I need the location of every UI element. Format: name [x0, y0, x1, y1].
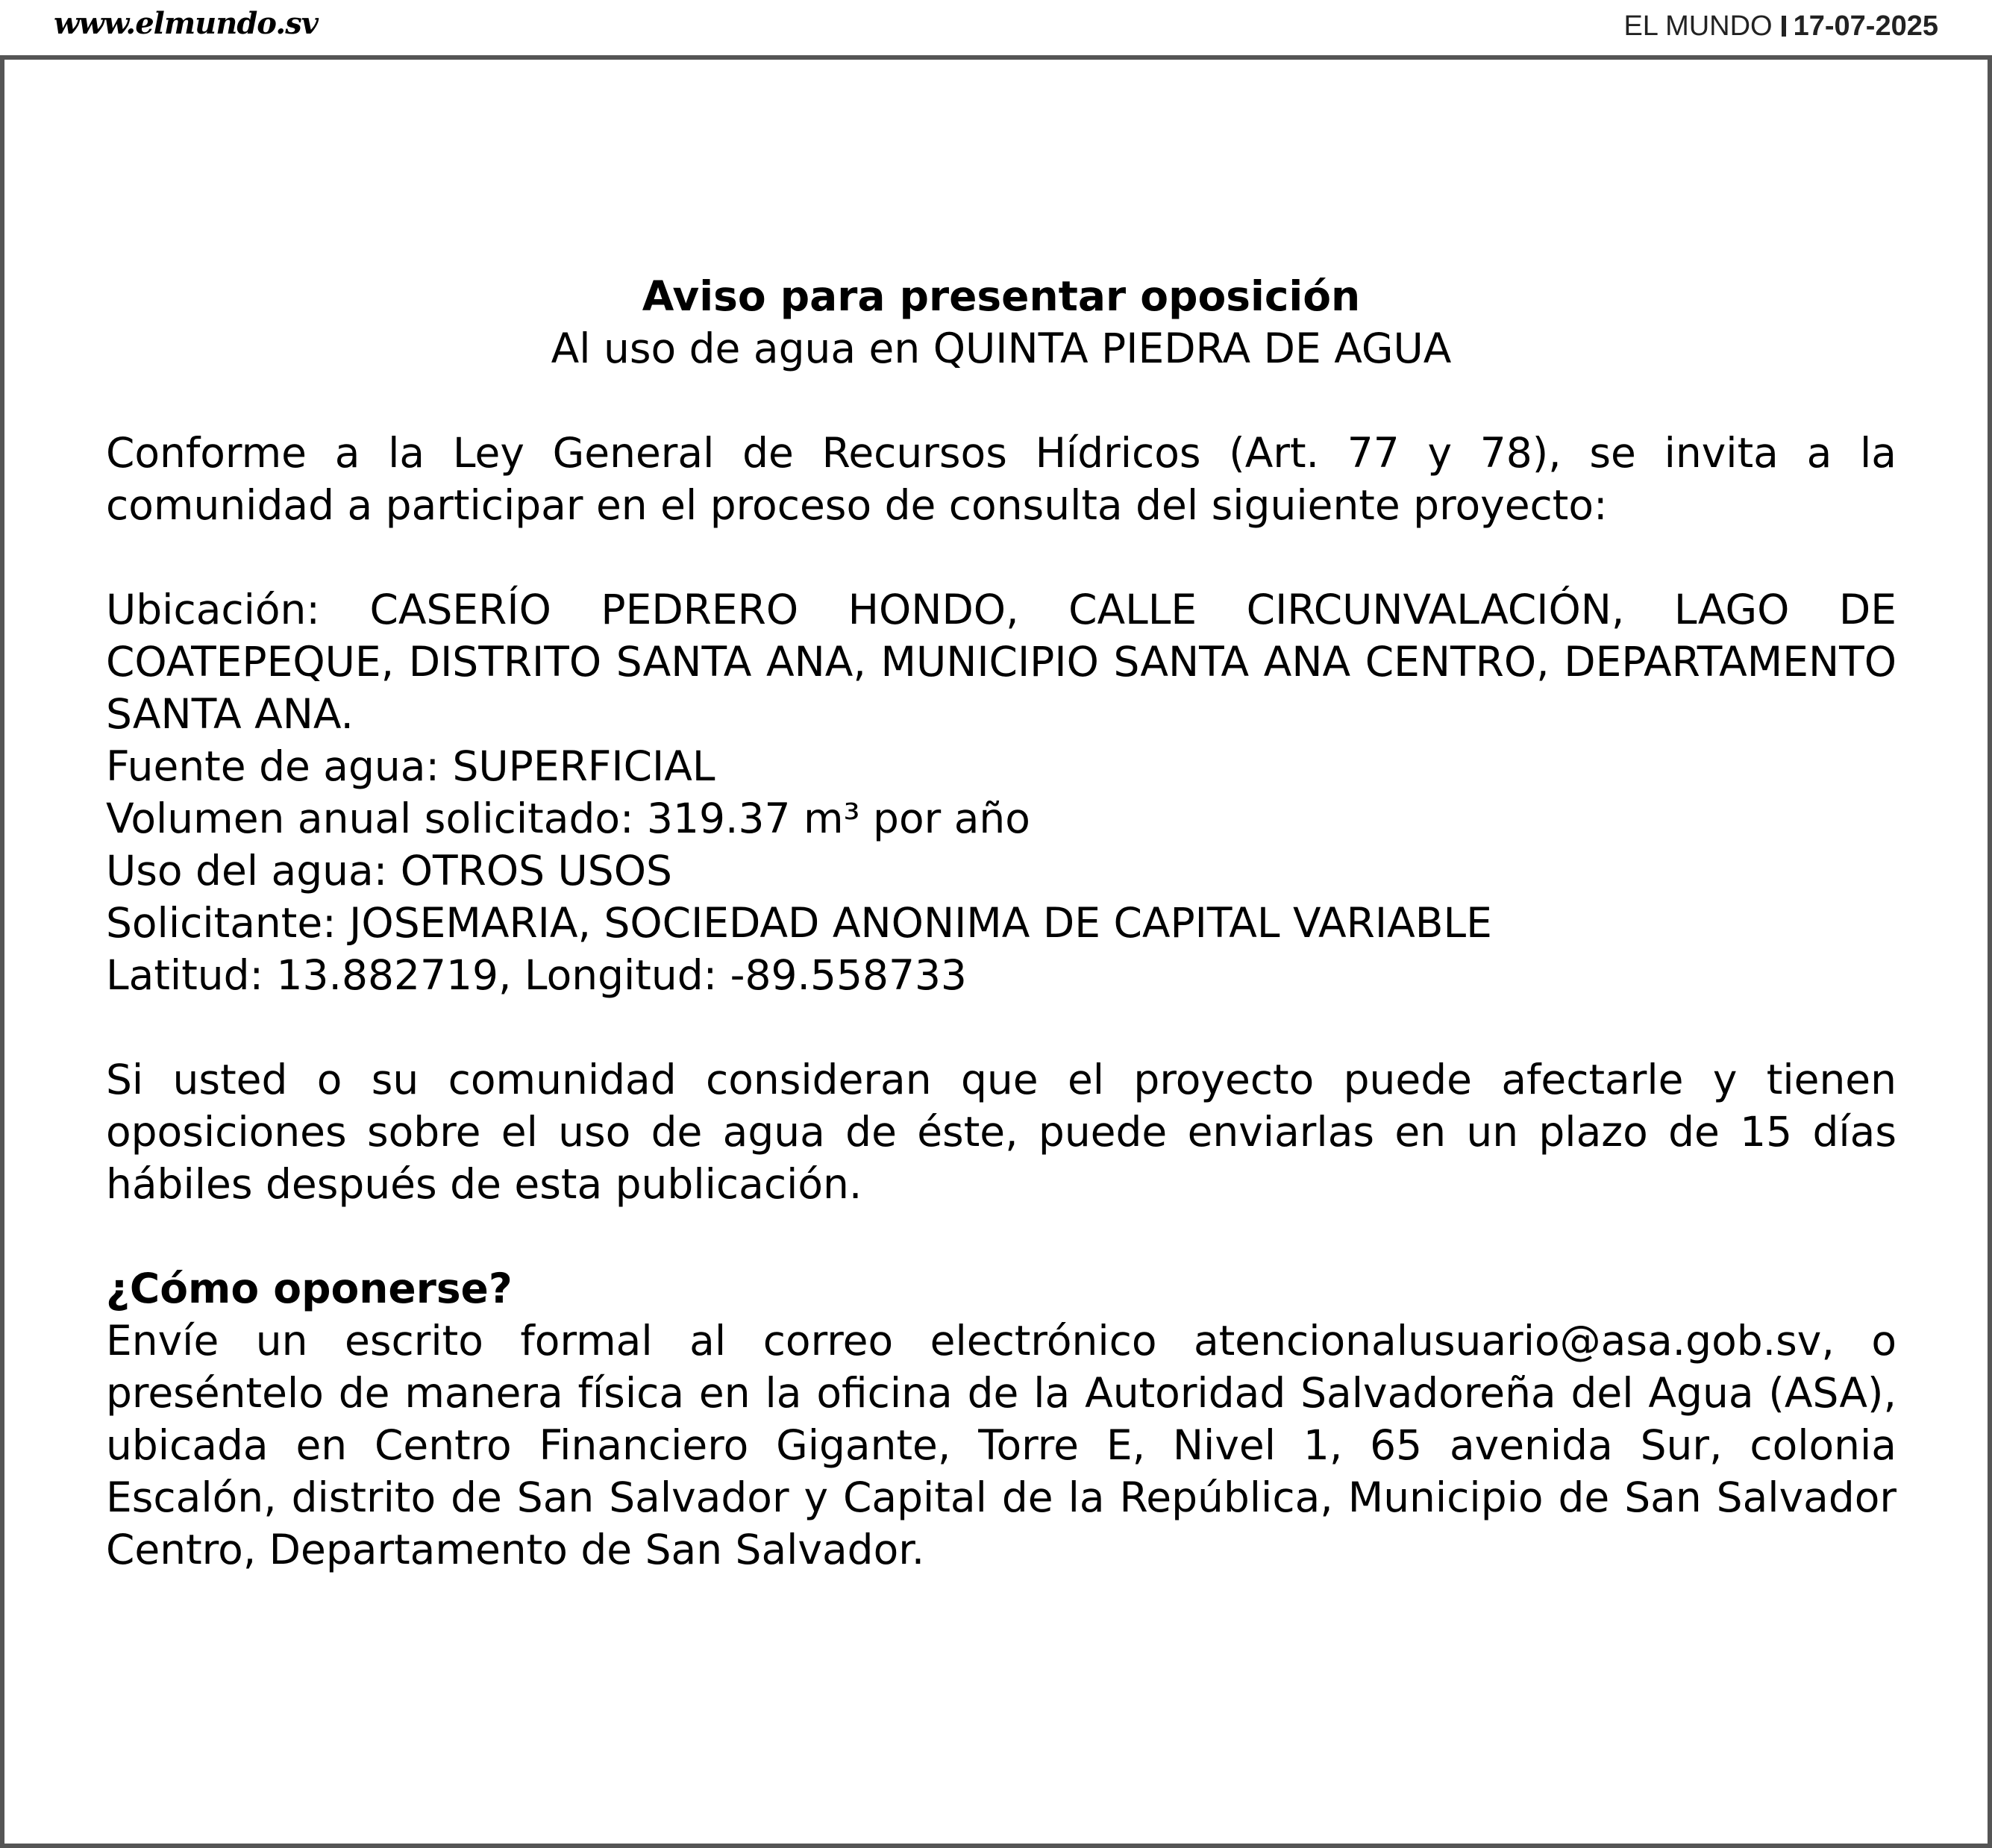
edition-info: [1623, 10, 1938, 43]
page-header: [0, 0, 1992, 55]
how-to-oppose-text: Envíe un escrito formal al correo electrónico atencionalusuario@asa.gob.sv, o preséntelo de manera física en la oficina de la Autoridad Salvadoreña del Agua (ASA), ubicada en Centro Financiero Gigante, Torre E, Nivel 1, 65 avenida Sur, colonia Escalón, distrito de San Salvador y Capital de la República, Municipio de San Salvador Centro, Departamento de San Salvador.: [106, 1317, 1897, 1573]
spacer: [106, 1210, 1897, 1262]
opposition-note: Si usted o su comunidad consideran que el proyecto puede afectarle y tienen oposiciones sobre el uso de agua de éste, puede enviarlas en un plazo de 15 días hábiles después de esta publicación.: [106, 1056, 1897, 1208]
site-url: www.elmundo.sv: [54, 6, 318, 41]
spacer: [106, 375, 1897, 427]
edition-divider: [1782, 16, 1786, 37]
notice-intro: Conforme a la Ley General de Recursos Hídricos (Art. 77 y 78), se invita a la comunidad a participar en el proceso de consulta del siguiente proyecto:: [106, 429, 1897, 529]
water-use: Uso del agua: OTROS USOS: [106, 847, 672, 895]
notice-content: [106, 270, 1897, 1576]
notice-frame: [0, 55, 1992, 1848]
notice-subtitle: Al uso de agua en QUINTA PIEDRA DE AGUA: [551, 325, 1452, 372]
notice-title: Aviso para presentar oposición: [642, 272, 1361, 320]
publication-date: 17-07-2025: [1793, 10, 1938, 42]
applicant: Solicitante: JOSEMARIA, SOCIEDAD ANONIMA DE CAPITAL VARIABLE: [106, 899, 1492, 947]
annual-volume: Volumen anual solicitado: 319.37 m³ por año: [106, 795, 1030, 842]
publication-name: EL MUNDO: [1623, 10, 1773, 42]
spacer: [106, 1001, 1897, 1053]
coordinates: Latitud: 13.882719, Longitud: -89.558733: [106, 951, 967, 999]
spacer: [106, 531, 1897, 583]
project-location: Ubicación: CASERÍO PEDRERO HONDO, CALLE CIRCUNVALACIÓN, LAGO DE COATEPEQUE, DISTRITO SANTA ANA, MUNICIPIO SANTA ANA CENTRO, DEPARTAMENTO SANTA ANA.: [106, 586, 1897, 738]
water-source: Fuente de agua: SUPERFICIAL: [106, 742, 715, 790]
how-to-oppose-heading: ¿Cómo oponerse?: [106, 1265, 513, 1312]
